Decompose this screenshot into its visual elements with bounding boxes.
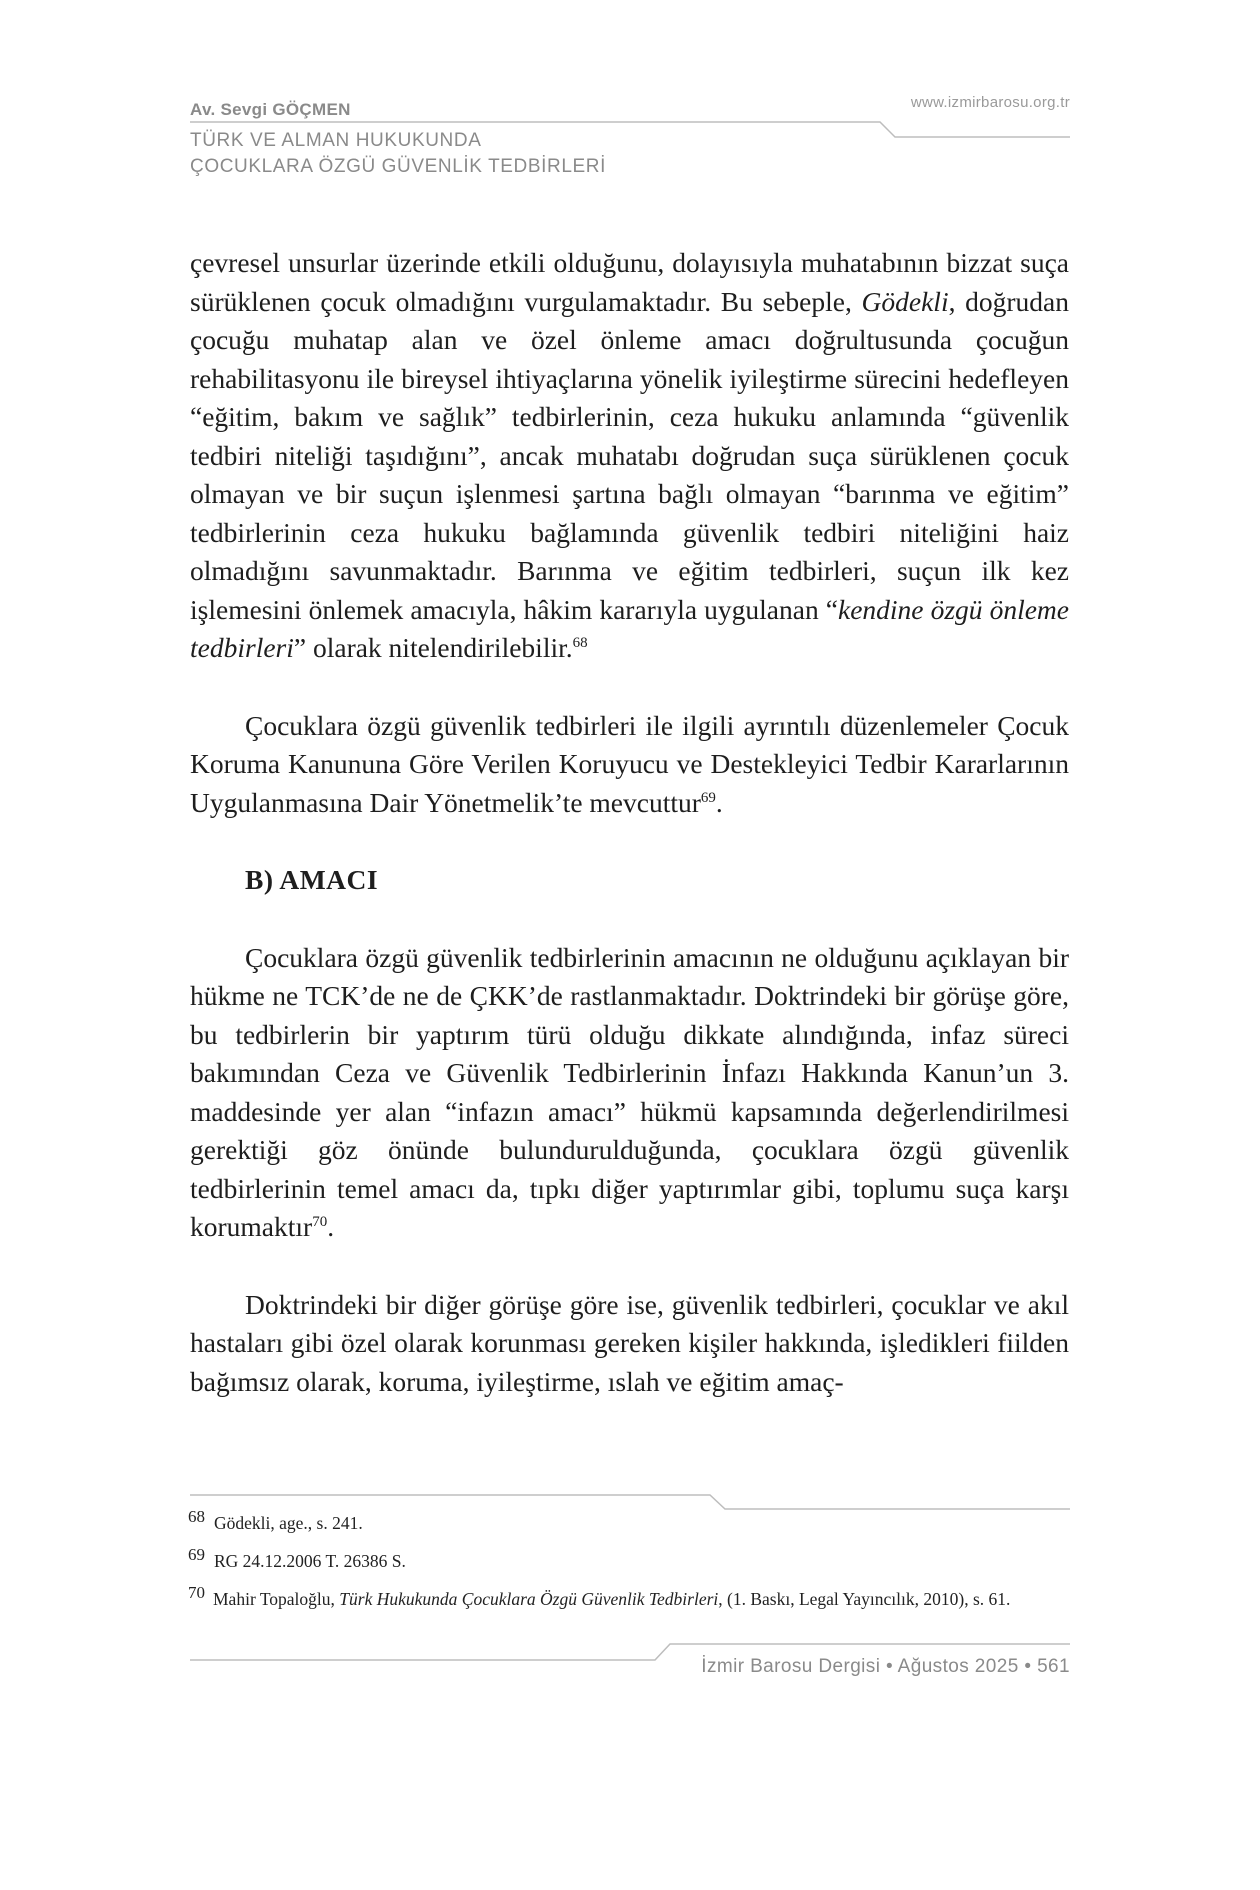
page-header bbox=[190, 94, 1070, 190]
footnote-text: RG 24.12.2006 T. 26386 S. bbox=[214, 1551, 406, 1571]
paragraph-3: Çocuklara özgü güvenlik tedbirlerinin amacının ne olduğunu açıklayan bir hükme ne TCK’de ne de ÇKK’de rastlanmaktadır. Doktrindeki bir görüşe göre, bu tedbirlerin bir yaptırım türü olduğu dikkate alındığında, infaz süreci bakımından Ceza ve Güvenlik Tedbirlerinin İnfazı Hakkında Kanun’un 3. maddesinde yer alan “infazın amacı” hükmü kapsamında değerlendirilmesi gerektiği göz önünde bulundurulduğunda, çocuklara özgü güvenlik tedbirlerinin temel amacı da, tıpkı diğer yaptırımlar gibi, toplumu suça karşı korumaktır$^{70}$. bbox=[190, 941, 1069, 1242]
author-name: Av. Sevgi GÖÇMEN bbox=[190, 100, 351, 119]
quoted-term-italic: kendine özgü önleme tedbirleri bbox=[190, 593, 1070, 663]
footnote-69 bbox=[188, 1545, 1069, 1574]
footnote-number: 69 bbox=[188, 1545, 205, 1564]
author-ref-italic: Gödekli bbox=[861, 285, 949, 317]
article-title-line-2: ÇOCUKLARA ÖZGÜ GÜVENLİK TEDBİRLERİ bbox=[190, 156, 606, 177]
footer-journal-info: İzmir Barosu Dergisi • Ağustos 2025 • 561 bbox=[701, 1656, 1070, 1677]
article-title-line-1: TÜRK VE ALMAN HUKUKUNDA bbox=[190, 130, 482, 151]
footnote-text: Mahir Topaloğlu, Türk Hukukunda Çocuklara Özgü Güvenlik Tedbirleri, (1. Baskı, Legal Yayıncılık, 2010), s. 61. bbox=[213, 1589, 1011, 1609]
paragraph-2: Çocuklara özgü güvenlik tedbirleri ile ilgili ayrıntılı düzenlemeler Çocuk Koruma Kanununa Göre Verilen Koruyucu ve Destekleyici Tedbir Kararlarının Uygulanmasına Dair Yönetmelik’te mevcuttur$^{69}$. bbox=[190, 709, 1069, 818]
footnote-70 bbox=[188, 1583, 1069, 1612]
footnote-ref-69[interactable]: 69 bbox=[700, 789, 716, 806]
footnote-number: 70 bbox=[188, 1583, 205, 1602]
paragraph-1: çevresel unsurlar üzerinde etkili olduğunu, dolayısıyla muhatabının bizzat suça sürüklenen çocuk olmadığını vurgulamaktadır. Bu sebeple, Gödekli, doğrudan çocuğu muhatap alan ve özel önleme amacı doğrultusunda çocuğun rehabilitasyonu ile bireysel ihtiyaçlarına yönelik iyileştirme sürecini hedefleyen “eğitim, bakım ve sağlık” tedbirlerinin, ceza hukuku anlamında “güvenlik tedbiri niteliği taşıdığını”, ancak muhatabı doğrudan suça sürüklenen çocuk olmayan ve bir suçun işlenmesi şartına bağlı olmayan “barınma ve eğitim” tedbirlerinin ceza hukuku bağlamında güvenlik tedbiri niteliğini haiz olmadığını savunmaktadır. Barınma ve eğitim tedbirleri, suçun ilk kez işlemesini önlemek amacıyla, hâkim kararıyla uygulanan “kendine özgü önleme tedbirleri” olarak nitelendirilebilir.$^{68}$ bbox=[190, 247, 1070, 663]
footnote-68 bbox=[188, 1507, 1069, 1536]
footnote-text: Gödekli, age., s. 241. bbox=[214, 1513, 363, 1533]
footnotes bbox=[188, 1507, 1069, 1624]
section-heading: B) AMACI bbox=[245, 864, 379, 895]
paragraph-4: Doktrindeki bir diğer görüşe göre ise, güvenlik tedbirleri, çocuklar ve akıl hastaları gibi özel olarak korunması gereken kişiler hakkında, işledikleri fiilden bağımsız olarak, koruma, iyileştirme, ıslah ve eğitim amaç- bbox=[190, 1288, 1069, 1397]
article-body bbox=[190, 244, 1069, 1401]
header-rule bbox=[190, 120, 1070, 142]
footnote-number: 68 bbox=[188, 1507, 205, 1526]
website-url: www.izmirbarosu.org.tr bbox=[910, 94, 1070, 111]
footnote-ref-68[interactable]: 68 bbox=[572, 635, 588, 651]
footnote-ref-70[interactable]: 70 bbox=[312, 1214, 328, 1230]
